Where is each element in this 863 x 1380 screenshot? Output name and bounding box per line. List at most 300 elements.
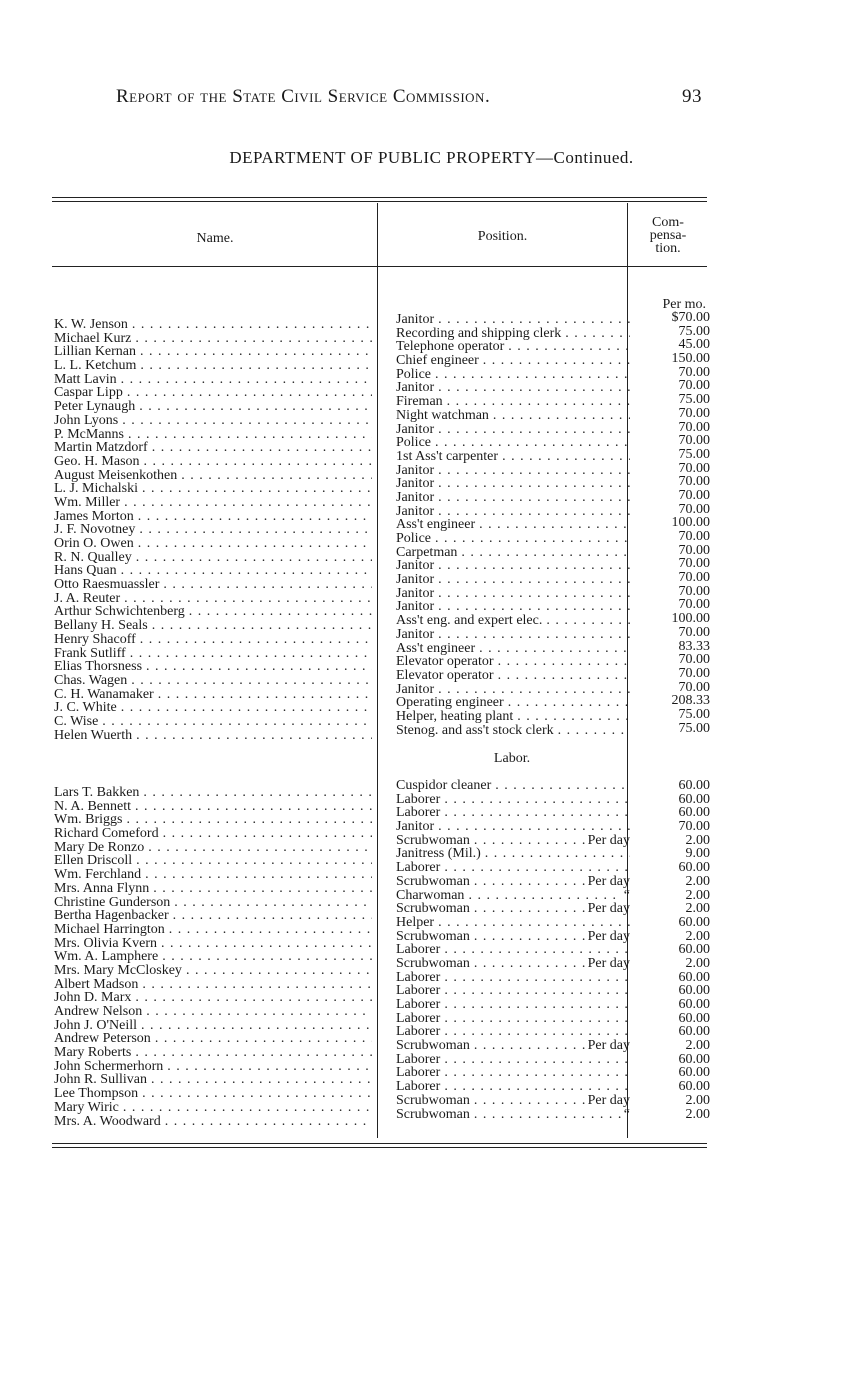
table-row-name	[54, 564, 372, 578]
table-row-position	[396, 436, 630, 450]
position-title: Laborer	[396, 1052, 441, 1067]
table-row-position	[396, 806, 630, 820]
position-title: Janitor	[396, 586, 435, 601]
leader-dots	[120, 592, 372, 606]
table-row-position	[396, 368, 630, 382]
compensation-value: 70.00	[678, 625, 710, 640]
running-head-title: Report of the State Civil Service Commission.	[116, 86, 491, 107]
column-header-compensation	[630, 216, 706, 255]
position-title: Helper	[396, 915, 435, 930]
table-row-position	[396, 847, 630, 861]
group1-names	[54, 318, 372, 742]
position-title: Janitor	[396, 559, 435, 574]
employee-name: C. Wise	[54, 714, 99, 729]
leader-dots	[177, 469, 372, 483]
table-row-name	[54, 660, 372, 674]
employee-name: Lillian Kernan	[54, 345, 137, 360]
position-title: Scrubwoman	[396, 929, 470, 944]
position-title: Telephone operator	[396, 340, 505, 355]
column-header-position: Position.	[477, 229, 528, 244]
compensation-value: 60.00	[678, 1025, 710, 1040]
leader-dots	[131, 1046, 372, 1060]
table-row-position	[396, 1012, 630, 1026]
employee-name: Matt Lavin	[54, 372, 117, 387]
group1-compensation	[636, 311, 710, 735]
compensation-line-2: pensa-	[649, 228, 687, 243]
table-row-position	[396, 381, 630, 395]
table-row-name	[54, 455, 372, 469]
position-title: Laborer	[396, 1025, 441, 1040]
compensation-value: 60.00	[678, 1066, 710, 1081]
employee-name: Mrs. A. Woodward	[54, 1114, 161, 1129]
leader-dots	[470, 902, 586, 916]
table-row-position	[396, 779, 630, 793]
employee-name: Michael Kurz	[54, 331, 132, 346]
compensation-value: 2.00	[685, 874, 710, 889]
leader-dots	[504, 696, 630, 710]
employee-name: Arthur Schwichtenberg	[54, 605, 185, 620]
table-row-name	[54, 1046, 372, 1060]
table-row-name	[54, 868, 372, 882]
leader-dots	[481, 847, 630, 861]
table-row-name	[54, 496, 372, 510]
pay-basis: “	[623, 1107, 630, 1122]
position-title: Scrubwoman	[396, 1107, 470, 1122]
compensation-value: 2.00	[685, 1093, 710, 1108]
leader-dots	[434, 423, 630, 437]
position-title: Laborer	[396, 943, 441, 957]
employee-name: K. W. Jenson	[54, 318, 128, 332]
employee-name: John R. Sullivan	[54, 1073, 147, 1088]
leader-dots	[443, 395, 630, 409]
table-row-position	[396, 834, 630, 848]
employee-name: Bertha Hagenbacker	[54, 909, 169, 923]
employee-name: Martin Matzdorf	[54, 441, 148, 455]
table-row-name	[54, 400, 372, 414]
table-row-name	[54, 441, 372, 455]
employee-name: Mary Roberts	[54, 1046, 132, 1060]
leader-dots	[475, 518, 630, 532]
employee-name: Michael Harrington	[54, 922, 165, 937]
table-row-name	[54, 386, 372, 400]
position-title: Janitor	[396, 820, 435, 834]
table-row-position	[396, 861, 630, 875]
table-row-name	[54, 1073, 372, 1087]
table-row-position	[396, 669, 630, 683]
leader-dots	[494, 669, 630, 683]
table-row-name	[54, 1087, 372, 1101]
compensation-value: 2.00	[685, 833, 710, 848]
compensation-line-1: Com-	[652, 215, 684, 230]
leader-dots	[141, 868, 372, 882]
leader-dots	[135, 523, 372, 537]
leader-dots	[440, 971, 630, 985]
leader-dots	[124, 428, 372, 442]
position-title: Janitor	[396, 490, 435, 505]
leader-dots	[142, 660, 372, 674]
employee-name: John D. Marx	[54, 991, 132, 1005]
position-title: Laborer	[396, 1080, 441, 1094]
leader-dots	[434, 464, 630, 478]
leader-dots	[136, 345, 372, 359]
leader-dots	[169, 909, 372, 923]
table-row-name	[54, 592, 372, 606]
compensation-value: 2.00	[685, 902, 710, 916]
table-row-position	[396, 902, 630, 916]
pay-basis: Per day	[587, 902, 630, 916]
position-title: Scrubwoman	[396, 1039, 470, 1053]
employee-name: Albert Madson	[54, 977, 139, 992]
compensation-value: 60.00	[678, 943, 710, 957]
compensation-value: 70.00	[678, 434, 710, 448]
table-row-position	[396, 1066, 630, 1080]
position-title: Elevator operator	[396, 668, 494, 683]
table-row-name	[54, 841, 372, 855]
leader-dots	[440, 943, 630, 957]
leader-dots	[491, 779, 630, 793]
leader-dots	[434, 505, 630, 519]
table-row-position	[396, 464, 630, 478]
table-row-name	[54, 950, 372, 964]
position-title: Carpetman	[396, 545, 458, 560]
table-row-name	[54, 1101, 372, 1115]
compensation-value: 70.00	[678, 666, 710, 681]
leader-dots	[128, 318, 372, 332]
compensation-value: 70.00	[678, 488, 710, 503]
compensation-value: 70.00	[678, 461, 710, 476]
employee-name: Helen Wuerth	[54, 728, 133, 743]
table-row-name	[54, 688, 372, 702]
position-title: Janitor	[396, 573, 435, 587]
position-title: 1st Ass't carpenter	[396, 449, 499, 464]
employee-name: Mary Wiric	[54, 1100, 119, 1115]
compensation-value: 60.00	[678, 1052, 710, 1067]
table-row-name	[54, 786, 372, 800]
table-row-position	[396, 984, 630, 998]
table-row-name	[54, 345, 372, 359]
leader-dots	[475, 642, 630, 656]
leader-dots	[440, 984, 630, 998]
employee-name: C. H. Wanamaker	[54, 687, 154, 702]
compensation-value: 70.00	[678, 530, 710, 544]
column-divider-1	[377, 203, 378, 1138]
table-row-name	[54, 1060, 372, 1074]
table-row-position	[396, 1053, 630, 1067]
table-row-name	[54, 882, 372, 896]
position-title: Janitress (Mil.)	[396, 847, 481, 862]
leader-dots	[470, 834, 586, 848]
table-row-position	[396, 559, 630, 573]
leader-dots	[165, 923, 372, 937]
employee-name: Richard Comeford	[54, 827, 159, 841]
compensation-value: 100.00	[671, 516, 710, 530]
leader-dots	[470, 875, 586, 889]
table-row-name	[54, 318, 372, 332]
employee-name: Mary De Ronzo	[54, 840, 145, 855]
table-row-position	[396, 642, 630, 656]
leader-dots	[431, 368, 630, 382]
table-row-name	[54, 909, 372, 923]
leader-dots	[470, 957, 586, 971]
leader-dots	[137, 1019, 372, 1033]
employee-name: Wm. Miller	[54, 495, 121, 510]
compensation-value: 60.00	[678, 1011, 710, 1026]
position-title: Operating engineer	[396, 696, 504, 710]
employee-name: Mrs. Olivia Kvern	[54, 936, 158, 951]
leader-dots	[440, 1080, 630, 1094]
table-row-position	[396, 340, 630, 354]
table-row-name	[54, 1115, 372, 1129]
leader-dots	[131, 800, 372, 814]
table-row-name	[54, 414, 372, 428]
compensation-value: 70.00	[678, 557, 710, 572]
employee-name: Ellen Driscoll	[54, 854, 133, 869]
table-row-position	[396, 423, 630, 437]
table-row-position	[396, 628, 630, 642]
compensation-value: 70.00	[678, 365, 710, 380]
leader-dots	[489, 409, 630, 423]
employee-name: Wm. Briggs	[54, 813, 123, 828]
table-row-position	[396, 518, 630, 532]
employee-name: Andrew Peterson	[54, 1032, 151, 1047]
leader-dots	[132, 854, 372, 868]
table-row-name	[54, 537, 372, 551]
position-title: Laborer	[396, 806, 441, 821]
position-title: Recording and shipping clerk	[396, 326, 562, 341]
table-row-position	[396, 409, 630, 423]
table-row-name	[54, 813, 372, 827]
position-title: Ass't engineer	[396, 518, 476, 532]
position-title: Laborer	[396, 998, 441, 1012]
leader-dots	[149, 882, 372, 896]
compensation-value: 70.00	[678, 475, 710, 489]
table-row-name	[54, 647, 372, 661]
leader-dots	[138, 482, 372, 496]
leader-dots	[117, 701, 372, 715]
leader-dots	[434, 683, 630, 697]
position-title: Laborer	[396, 861, 441, 875]
position-title: Cuspidor cleaner	[396, 779, 492, 793]
leader-dots	[98, 715, 372, 729]
leader-dots	[498, 450, 630, 464]
position-title: Laborer	[396, 1066, 441, 1081]
leader-dots	[148, 441, 372, 455]
table-row-position	[396, 491, 630, 505]
unit-label: Per mo.	[662, 297, 706, 312]
compensation-value: 2.00	[685, 1107, 710, 1122]
position-title: Chief engineer	[396, 354, 479, 368]
compensation-value: 70.00	[678, 598, 710, 613]
pay-basis: Per day	[587, 1039, 630, 1053]
position-title: Laborer	[396, 970, 441, 985]
leader-dots	[440, 1025, 630, 1039]
employee-name: Frank Sutliff	[54, 646, 126, 661]
leader-dots	[561, 327, 630, 341]
compensation-value: 2.00	[685, 956, 710, 971]
leader-dots	[120, 496, 372, 510]
employee-name: P. McManns	[54, 427, 125, 442]
leader-dots	[457, 546, 630, 560]
table-row-position	[396, 450, 630, 464]
pay-basis: “	[623, 888, 630, 903]
table-row-name	[54, 715, 372, 729]
compensation-value: 60.00	[678, 861, 710, 875]
leader-dots	[132, 551, 372, 565]
employee-name: R. N. Qualley	[54, 550, 132, 565]
compensation-value: 208.33	[671, 694, 710, 708]
table-row-name	[54, 482, 372, 496]
leader-dots	[131, 332, 372, 346]
position-title: Scrubwoman	[396, 902, 470, 916]
table-row-name	[54, 1019, 372, 1033]
compensation-value: 70.00	[678, 820, 710, 834]
department-title: DEPARTMENT OF PUBLIC PROPERTY—Continued.	[229, 148, 634, 167]
table-row-position	[396, 683, 630, 697]
leader-dots	[440, 861, 630, 875]
compensation-value: 2.00	[685, 929, 710, 944]
table-row-position	[396, 655, 630, 669]
leader-dots	[434, 573, 630, 587]
table-row-name	[54, 800, 372, 814]
leader-dots	[131, 991, 372, 1005]
table-row-position	[396, 505, 630, 519]
leader-dots	[434, 916, 630, 930]
leader-dots	[434, 820, 630, 834]
top-rule-1	[52, 197, 707, 198]
leader-dots	[470, 1039, 586, 1053]
leader-dots	[117, 373, 372, 387]
employee-name: Lee Thompson	[54, 1087, 139, 1101]
position-title: Janitor	[396, 504, 435, 519]
leader-dots	[138, 1087, 372, 1101]
leader-dots	[139, 786, 372, 800]
leader-dots	[117, 564, 372, 578]
position-title: Charwoman	[396, 888, 465, 903]
compensation-value: 60.00	[678, 915, 710, 930]
table-row-position	[396, 710, 630, 724]
leader-dots	[440, 1066, 630, 1080]
employee-name: John Lyons	[54, 413, 119, 428]
table-row-position	[396, 1039, 630, 1053]
table-row-position	[396, 916, 630, 930]
leader-dots	[440, 1012, 630, 1026]
employee-name: Peter Lynaugh	[54, 400, 136, 414]
employee-name: Chas. Wagen	[54, 673, 128, 688]
pay-basis: Per day	[587, 1093, 630, 1108]
position-title: Janitor	[396, 682, 435, 697]
table-row-position	[396, 1080, 630, 1094]
leader-dots	[434, 381, 630, 395]
pay-basis: Per day	[587, 833, 630, 848]
compensation-value: 75.00	[678, 707, 710, 722]
leader-dots	[118, 414, 372, 428]
compensation-value: 60.00	[678, 779, 710, 793]
position-title: Janitor	[396, 313, 435, 327]
pay-basis: Per day	[587, 929, 630, 944]
compensation-value: 100.00	[671, 612, 710, 626]
table-row-name	[54, 937, 372, 951]
pay-basis: Per day	[587, 956, 630, 971]
leader-dots	[122, 813, 372, 827]
leader-dots	[136, 633, 372, 647]
position-title: Janitor	[396, 627, 435, 642]
leader-dots	[434, 313, 630, 327]
position-title: Scrubwoman	[396, 1093, 470, 1108]
leader-dots	[470, 930, 586, 944]
table-row-position	[396, 1025, 630, 1039]
compensation-value: 45.00	[678, 338, 710, 353]
employee-name: Elias Thorsness	[54, 660, 143, 674]
table-row-name	[54, 827, 372, 841]
table-row-position	[396, 532, 630, 546]
leader-dots	[440, 793, 630, 807]
employee-name: N. A. Bennett	[54, 799, 131, 814]
table-row-position	[396, 354, 630, 368]
employee-name: August Meisenkothen	[54, 468, 178, 483]
table-row-position	[396, 930, 630, 944]
employee-name: Mrs. Mary McCloskey	[54, 963, 182, 978]
table-row-position	[396, 998, 630, 1012]
compensation-line-3: tion.	[655, 241, 681, 256]
table-row-position	[396, 1108, 630, 1122]
table-row-name	[54, 1005, 372, 1019]
compensation-value: 150.00	[671, 352, 710, 366]
compensation-value: 60.00	[678, 970, 710, 985]
leader-dots	[434, 587, 630, 601]
group2-positions	[396, 779, 630, 1121]
table-row-name	[54, 469, 372, 483]
employee-name: Hans Quan	[54, 564, 117, 579]
position-title: Scrubwoman	[396, 874, 470, 889]
leader-dots	[142, 1005, 372, 1019]
table-row-name	[54, 605, 372, 619]
position-title: Laborer	[396, 1011, 441, 1026]
employee-name: Wm. Ferchland	[54, 868, 142, 882]
leader-dots	[119, 1101, 372, 1115]
compensation-value: 83.33	[678, 639, 710, 654]
table-row-name	[54, 523, 372, 537]
position-title: Janitor	[396, 422, 435, 437]
employee-name: L. J. Michalski	[54, 482, 138, 496]
table-row-position	[396, 820, 630, 834]
leader-dots	[161, 1115, 372, 1129]
leader-dots	[159, 827, 372, 841]
table-row-position	[396, 546, 630, 560]
compensation-value: $70.00	[671, 311, 710, 325]
position-title: Police	[396, 367, 431, 382]
table-row-name	[54, 551, 372, 565]
leader-dots	[138, 978, 372, 992]
compensation-value: 60.00	[678, 1080, 710, 1094]
employee-name: J. F. Novotney	[54, 523, 136, 537]
compensation-value: 70.00	[678, 502, 710, 517]
table-row-position	[396, 957, 630, 971]
position-title: Scrubwoman	[396, 833, 470, 848]
labor-section-heading: Labor.	[493, 751, 531, 766]
employee-name: James Morton	[54, 509, 134, 524]
leader-dots	[140, 455, 372, 469]
leader-dots	[470, 1108, 622, 1122]
table-row-position	[396, 889, 630, 903]
position-title: Police	[396, 532, 431, 546]
compensation-value: 70.00	[678, 584, 710, 599]
page-number: 93	[682, 86, 702, 107]
leader-dots	[434, 559, 630, 573]
position-title: Fireman	[396, 395, 443, 409]
employee-name: J. A. Reuter	[54, 591, 121, 606]
leader-dots	[440, 1053, 630, 1067]
table-row-position	[396, 395, 630, 409]
